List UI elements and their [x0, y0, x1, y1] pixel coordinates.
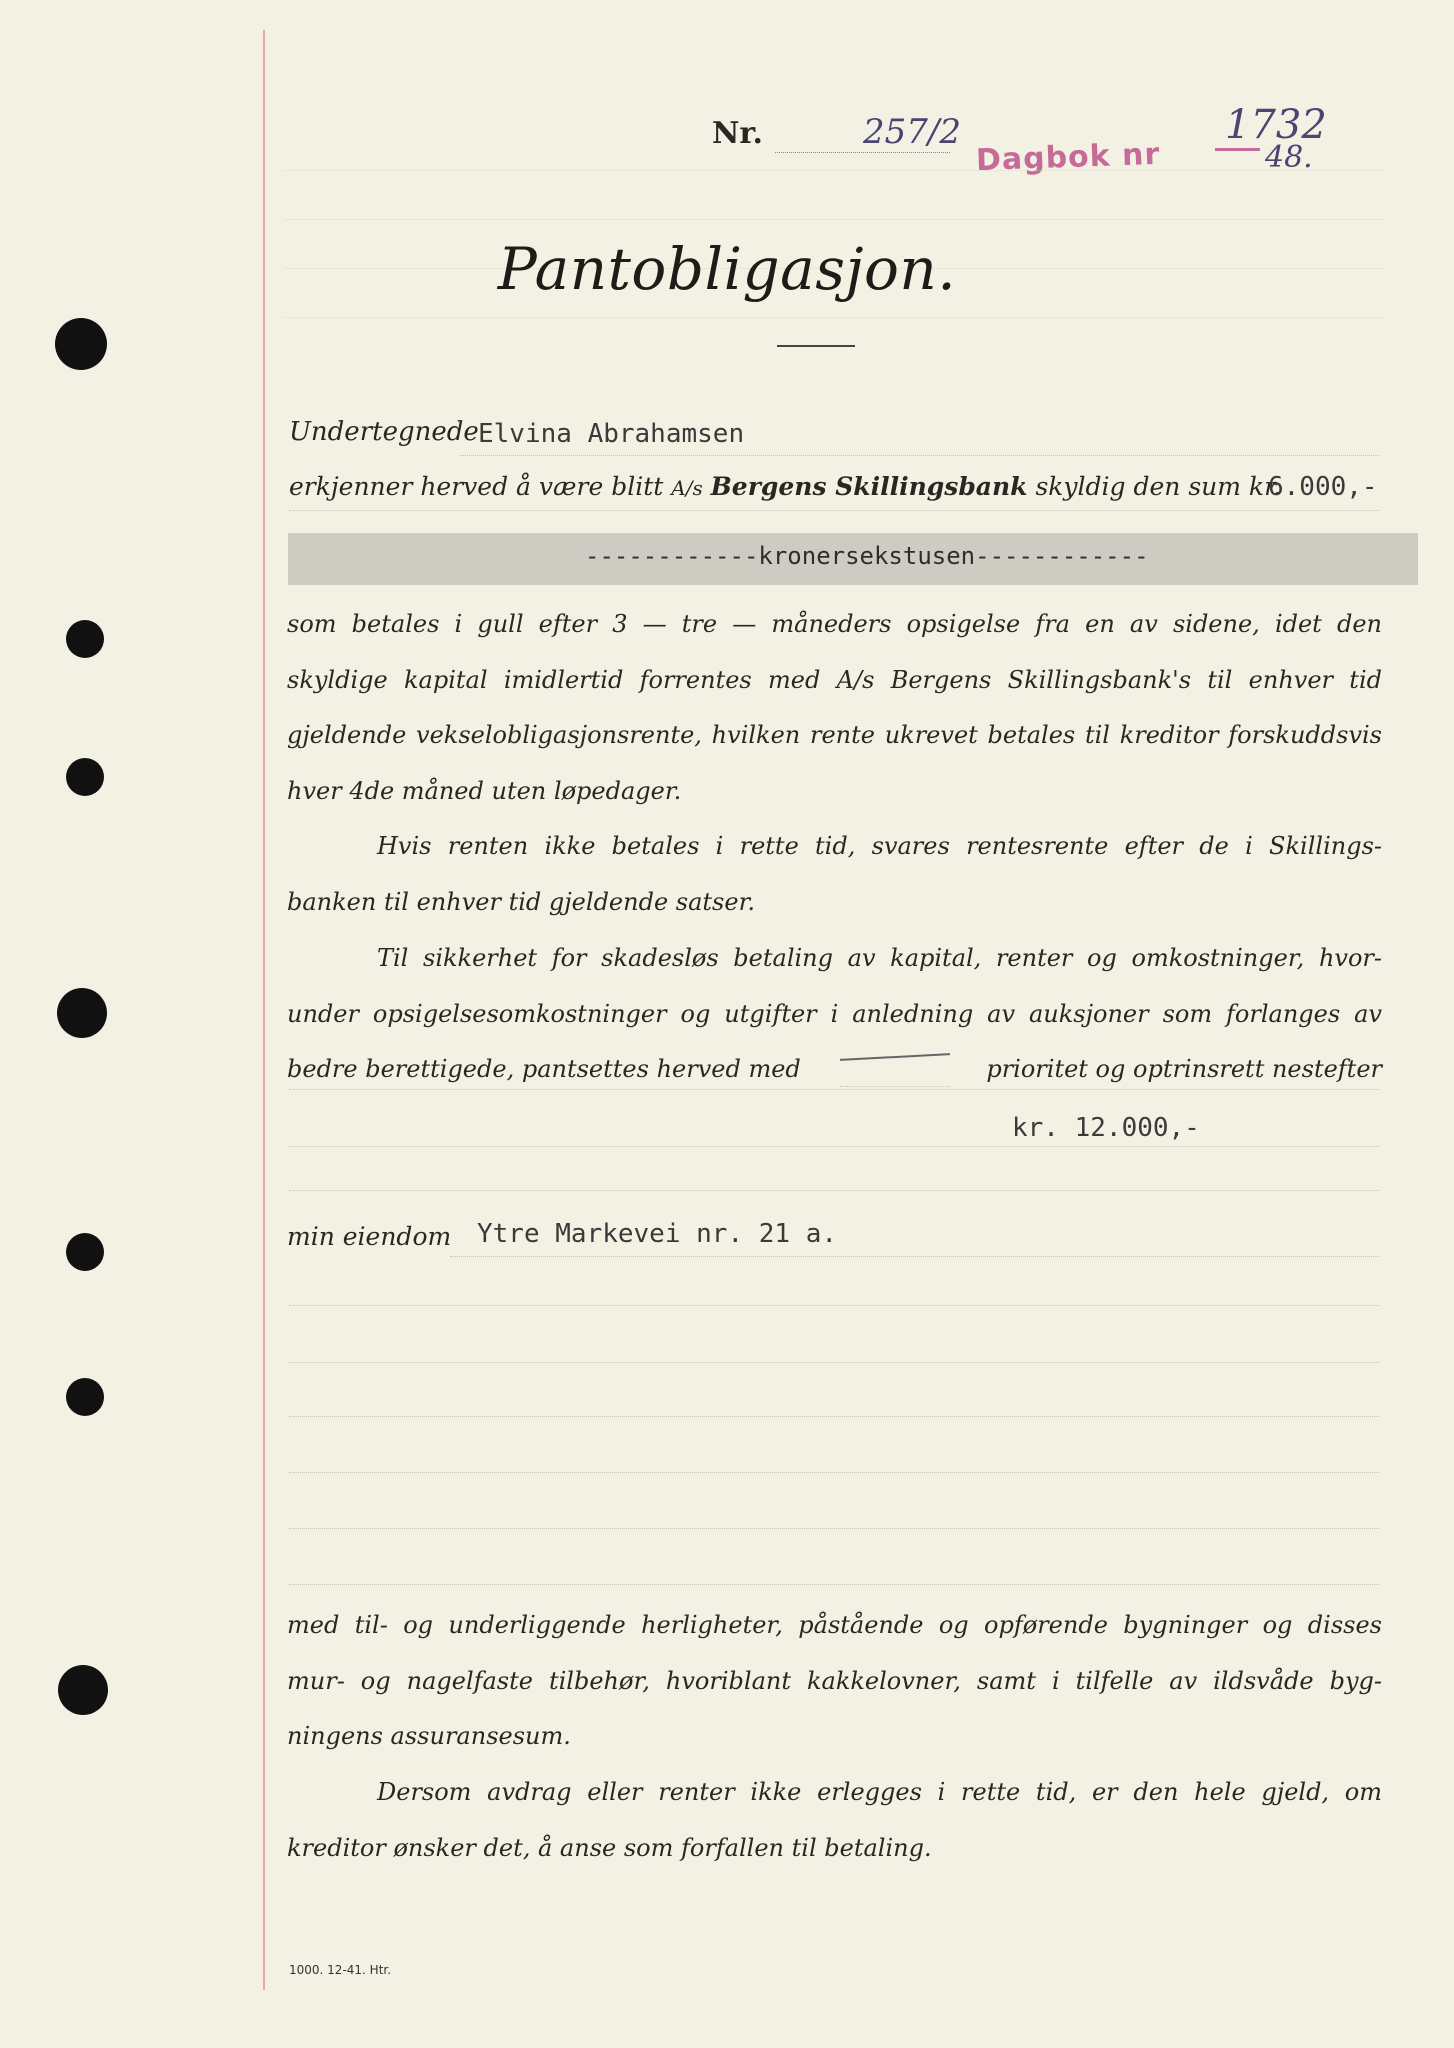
- terms-paragraph-3: Til sikkerhet for skadesløs betaling av kapital, renter og omkostninger, hvor- under opsigelsesomkostninger og utgifter i anledning av auksjoner som forlanges av: [287, 944, 1382, 1028]
- undertegnede-label: Undertegnede: [289, 417, 479, 447]
- terms-paragraph-4: med til- og underliggende herligheter, påstående og opførende bygninger og disses mur- og nagelfaste tilbehør, hvoriblant kakkelovner, samt i tilfelle av ildsvåde byg- ningens assuransesum.: [287, 1611, 1382, 1751]
- blank-rule: [289, 1472, 1379, 1473]
- blank-rule: [289, 1528, 1379, 1529]
- eiendom-value: Ytre Markevei nr. 21 a.: [477, 1219, 838, 1249]
- binder-hole: [55, 318, 107, 370]
- dagbok-stamp: Dagbok nr: [975, 136, 1161, 179]
- dagbok-number: 1732: [1225, 102, 1327, 148]
- terms-paragraph-1: som betales i gull efter 3 — tre — måneders opsigelse fra en av sidene, idet den skyldige kapital imidlertid forrentes med A/s Bergens Skillingsbank's til enhver tid gjeldende vekselobligasjonsrente, hvilken rente ukrevet betales til kreditor forskuddsvis hver 4de måned uten løpedager.: [287, 610, 1382, 805]
- binder-hole: [66, 758, 104, 796]
- title-underline: [777, 345, 855, 347]
- terms-paragraph-5: Dersom avdrag eller renter ikke erlegges i rette tid, er den hele gjeld, om kreditor ønsker det, å anse som forfallen til betaling.: [287, 1778, 1382, 1862]
- binder-hole: [66, 620, 104, 658]
- blank-rule: [289, 1584, 1379, 1585]
- prior-amount-rule: [289, 1146, 1379, 1147]
- binder-hole: [66, 1378, 104, 1416]
- margin-line: [263, 30, 265, 1990]
- eiendom-label: min eiendom: [287, 1222, 452, 1251]
- binder-hole: [58, 1665, 108, 1715]
- erkjenner-line: erkjenner herved å være blitt A/s Bergens Skillingsbank skyldig den sum kr.: [289, 472, 1282, 501]
- blank-rule: [289, 1305, 1379, 1306]
- eiendom-rule: [450, 1256, 1380, 1257]
- binder-hole: [66, 1233, 104, 1271]
- undertegnede-value: Elvina Abrahamsen: [478, 419, 745, 449]
- blank-rule: [289, 1416, 1379, 1417]
- terms-paragraph-2: Hvis renten ikke betales i rette tid, svares rentesrente efter de i Skillings- banken til enhver tid gjeldende satser.: [287, 832, 1382, 916]
- nr-label: Nr.: [712, 116, 763, 151]
- priority-line: bedre berettigede, pantsettes herved med prioritet og optrinsrett nestefter: [287, 1055, 1382, 1083]
- as-mark: A/s: [671, 476, 703, 500]
- nr-handwritten: 257/2: [863, 112, 961, 152]
- undertegnede-rule: [460, 455, 1380, 456]
- document-number: [712, 112, 961, 152]
- print-code: 1000. 12-41. Htr.: [289, 1963, 392, 1977]
- bank-name: Bergens Skillingsbank: [710, 472, 1028, 501]
- blank-rule: [289, 1190, 1379, 1191]
- priority-blank-rule: [840, 1086, 950, 1087]
- prior-amount: kr. 12.000,-: [1012, 1113, 1200, 1143]
- erkjenner-rule: [289, 510, 1379, 511]
- sum-value: 6.000,-: [1268, 472, 1378, 502]
- blank-rule: [289, 1362, 1379, 1363]
- binder-hole: [57, 988, 107, 1038]
- page-title: Pantobligasjon.: [497, 235, 957, 303]
- priority-rule: [289, 1089, 1379, 1090]
- dagbok-year: 48.: [1265, 140, 1313, 175]
- amount-words: ------------kronersekstusen------------: [585, 542, 1149, 570]
